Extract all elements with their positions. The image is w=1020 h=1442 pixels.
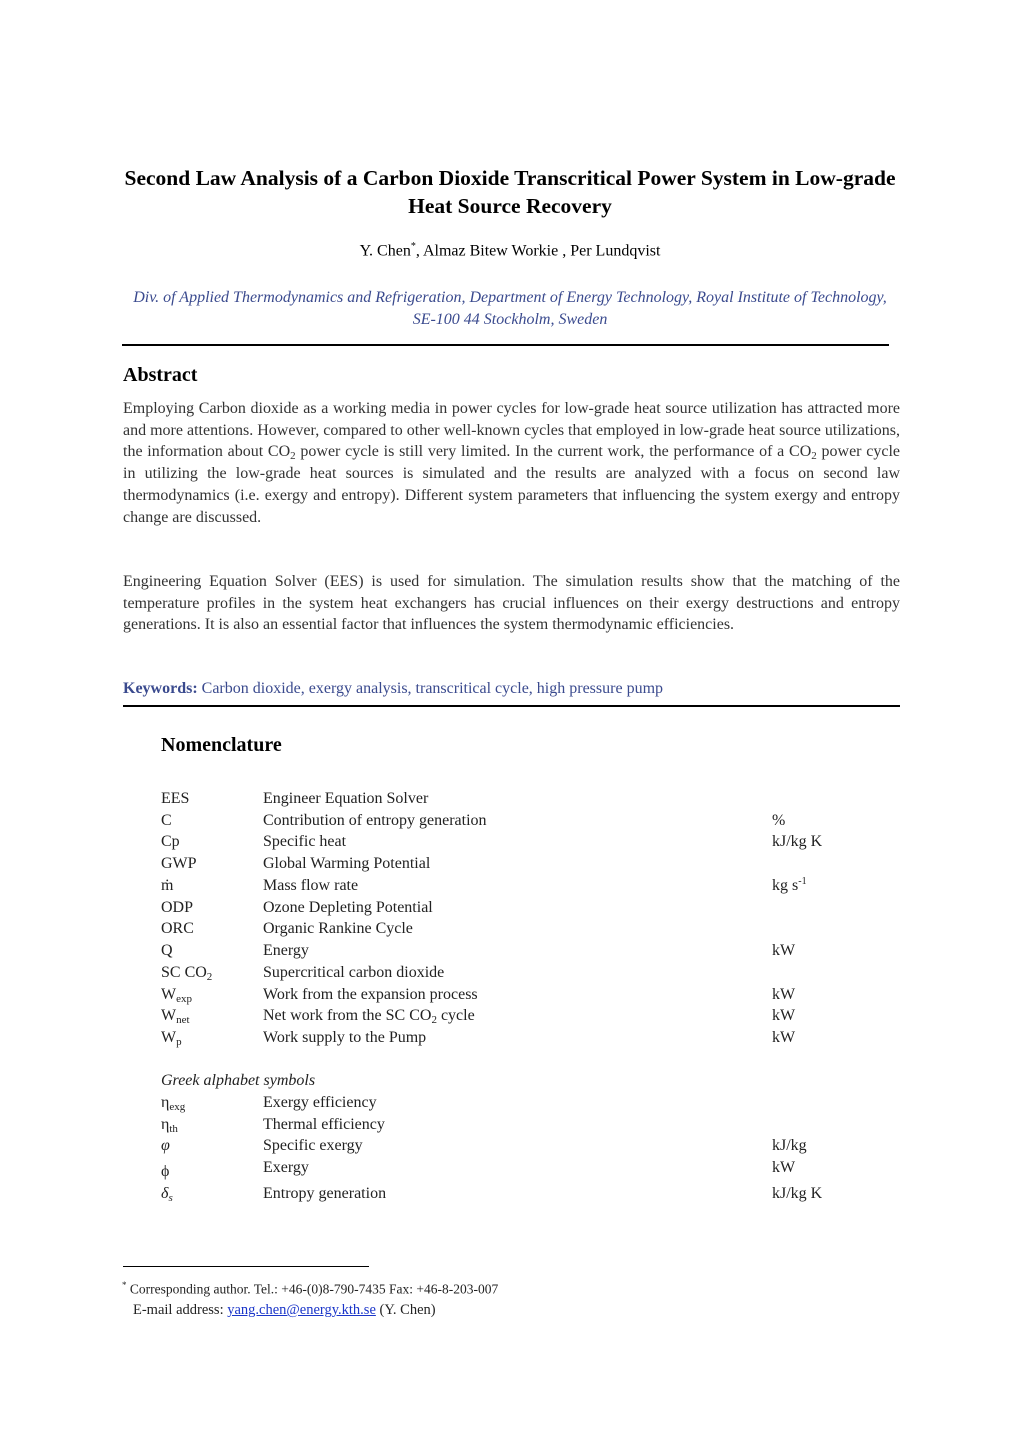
email-link[interactable]: yang.chen@energy.kth.se (227, 1302, 376, 1318)
greek-row (161, 1137, 861, 1159)
nom-description: Energy (263, 942, 309, 959)
keywords-label: Keywords: (123, 680, 198, 697)
abstract-paragraph-1 (123, 398, 900, 528)
nom-unit: kW (772, 986, 796, 1003)
nom-description: Specific heat (263, 833, 347, 850)
co2-subscript: 2 (811, 450, 817, 463)
footnote-email (133, 1302, 436, 1319)
greek-symbols-heading: Greek alphabet symbols (161, 1072, 316, 1089)
paper-title: Second Law Analysis of a Carbon Dioxide Transcritical Power System in Low-grade Heat Source Recovery (124, 166, 896, 218)
keywords-text: Carbon dioxide, exergy analysis, transcritical cycle, high pressure pump (197, 680, 664, 697)
author-name-first: Y. Chen (359, 242, 411, 260)
co2-subscript: 2 (290, 450, 296, 463)
footnote-divider (123, 1266, 369, 1267)
greek-description: Exergy (263, 1159, 309, 1176)
nom-symbol: EES (161, 790, 190, 807)
nom-description: Ozone Depleting Potential (263, 899, 433, 916)
greek-unit: kJ/kg K (772, 1185, 823, 1202)
greek-description: Entropy generation (263, 1185, 387, 1202)
nomenclature-row (161, 812, 861, 834)
greek-symbol: $\eta_{th}$ (161, 1116, 178, 1135)
nom-description: Contribution of entropy generation (263, 812, 487, 829)
greek-row (161, 1159, 861, 1181)
nom-unit: kg $s^{-1}$ (772, 876, 807, 894)
nom-unit: kW (772, 942, 796, 959)
footnote-contact (122, 1280, 498, 1298)
nom-symbol: C (161, 812, 172, 829)
greek-symbol: φ (161, 1137, 170, 1154)
nom-description: Supercritical carbon dioxide (263, 964, 445, 981)
nom-description: Net work from the SC $CO_2$ cycle (263, 1007, 475, 1026)
nom-symbol: GWP (161, 855, 197, 872)
corresponding-mark: * (410, 241, 416, 252)
greek-row (161, 1116, 861, 1138)
keywords-divider (123, 705, 900, 707)
title-divider (122, 344, 889, 346)
nom-symbol: Q (161, 942, 173, 959)
nom-unit: kW (772, 1029, 796, 1046)
nomenclature-row (161, 1029, 861, 1051)
footnote-mark: * (122, 1280, 127, 1290)
keywords-line (123, 680, 663, 698)
nomenclature-row (161, 1007, 861, 1029)
greek-unit: kJ/kg (772, 1137, 807, 1154)
nomenclature-row (161, 920, 861, 942)
author-names-rest: , Almaz Bitew Workie , Per Lundqvist (415, 242, 661, 260)
nomenclature-row (161, 790, 861, 812)
nom-unit: kJ/kg K (772, 833, 823, 850)
nom-symbol: $W_p$ (161, 1029, 182, 1048)
nom-description: Engineer Equation Solver (263, 790, 429, 807)
greek-row (161, 1094, 861, 1116)
email-label: E-mail address: (133, 1302, 228, 1318)
greek-description: Specific exergy (263, 1137, 363, 1154)
nomenclature-row (161, 942, 861, 964)
greek-symbol: $\eta_{exg}$ (161, 1094, 186, 1113)
greek-description: Exergy efficiency (263, 1094, 377, 1111)
nomenclature-row (161, 855, 861, 877)
nom-description: Work from the expansion process (263, 986, 478, 1003)
abstract-heading: Abstract (123, 364, 198, 386)
abstract-paragraph-2: Engineering Equation Solver (EES) is used for simulation. The simulation results show that the matching of the temperature profiles in the system heat exchangers has crucial influences on their exergy destructions and entropy generations. It is also an essential factor that influences the system thermodynamic efficiencies. (123, 573, 900, 634)
nom-symbol: ORC (161, 920, 194, 937)
nom-symbol: $W_{net}$ (161, 1007, 190, 1026)
footnote-contact-text: Corresponding author. Tel.: +46-(0)8-790-7435 Fax: +46-8-203-007 (126, 1281, 499, 1297)
greek-symbol: $\delta_s$ (161, 1185, 173, 1204)
nomenclature-heading: Nomenclature (161, 734, 282, 756)
greek-unit: kW (772, 1159, 796, 1176)
nom-description: Global Warming Potential (263, 855, 431, 872)
nom-description: Organic Rankine Cycle (263, 920, 413, 937)
abstract-p1-text-c: power cycle in utilizing the low-grade heat sources is simulated and the results are analyzed with a focus on second law thermodynamics (i.e. exergy and entropy). Different system parameters that influencing the system exergy and entropy change are discussed. (123, 443, 901, 526)
nom-symbol: ODP (161, 899, 194, 916)
nomenclature-row (161, 964, 861, 986)
nom-symbol: $W_{exp}$ (161, 986, 192, 1005)
nomenclature-row (161, 877, 861, 899)
nom-description: Work supply to the Pump (263, 1029, 427, 1046)
abstract-p1-text-a: Employing Carbon dioxide as a working media in power cycles for low-grade heat source utilization has attracted more and more attentions. However, compared to other well-known cycles that employed in low-grade heat source utilizations, the information about CO (123, 400, 900, 461)
nom-unit: % (772, 812, 786, 829)
email-owner: (Y. Chen) (375, 1302, 436, 1318)
nomenclature-row (161, 899, 861, 921)
greek-row (161, 1185, 861, 1207)
author-list (110, 241, 910, 260)
nomenclature-row (161, 833, 861, 855)
nomenclature-row (161, 986, 861, 1008)
nom-symbol: Cp (161, 833, 180, 850)
greek-description: Thermal efficiency (263, 1116, 385, 1133)
abstract-p1-text-b: power cycle is still very limited. In the current work, the performance of a CO (295, 443, 812, 461)
nom-symbol: ṁ (161, 877, 174, 894)
nom-unit: kW (772, 1007, 796, 1024)
greek-symbol: ϕ (161, 1163, 170, 1180)
affiliation: Div. of Applied Thermodynamics and Refrigeration, Department of Energy Technology, Royal Institute of Technology, SE-100 44 Stockholm, Sweden (133, 289, 887, 328)
nom-symbol: SC $CO_2$ (161, 964, 213, 983)
nom-description: Mass flow rate (263, 877, 359, 894)
